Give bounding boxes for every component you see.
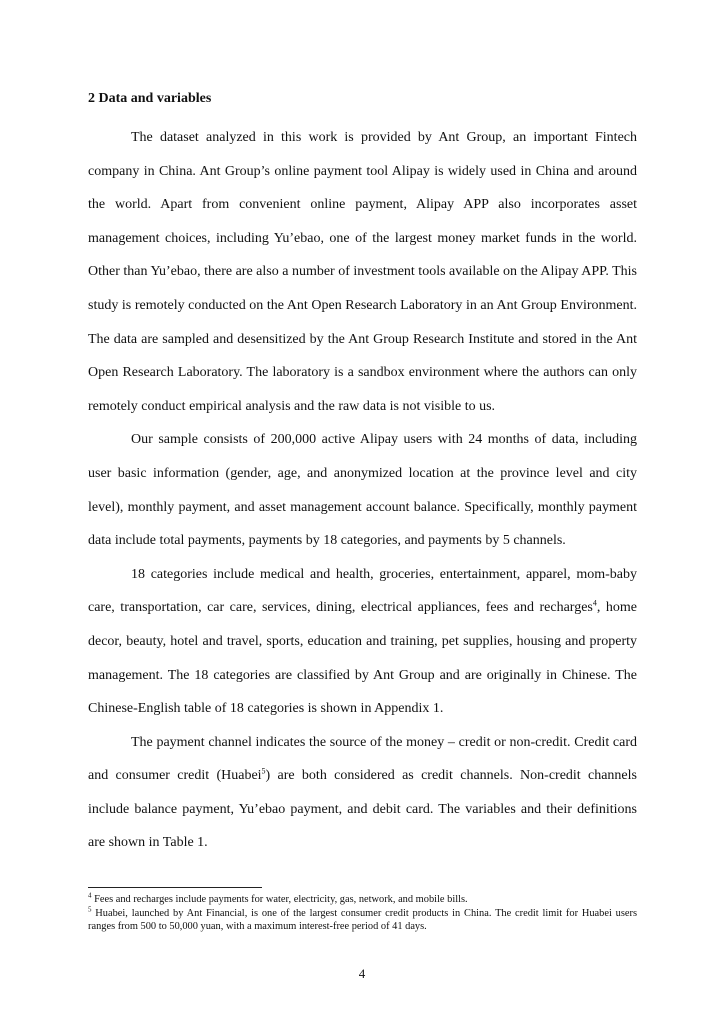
channel-text-end: ) are both considered as credit channels. Non-credit channels include balance payment, Yu’ebao payment, and debit card. The variables and their definitions are shown in Table 1. [88, 768, 637, 851]
page-number: 4 [358, 966, 366, 981]
categories-text-start: 18 categories include medical and health, groceries, entertainment, apparel, mom-baby care, transportation, car care, services, dining, electrical appliances, fees and recharges [88, 566, 637, 616]
paragraph-categories [88, 558, 637, 726]
paper-body [88, 88, 637, 860]
footnote-4 [88, 893, 637, 907]
section-heading: 2 Data and variables [88, 91, 212, 106]
categories-text-end: , home decor, beauty, hotel and travel, sports, education and training, pet supplies, housing and property management. The 18 categories are classified by Ant Group and are originally in Chinese. The Chinese-English table of 18 categories is shown in Appendix 1. [88, 600, 637, 717]
paragraph-payment-channel [88, 726, 637, 860]
footnote-ref-4[interactable]: 4 [592, 598, 597, 608]
paragraph-dataset: The dataset analyzed in this work is provided by Ant Group, an important Fintech company in China. Ant Group’s online payment tool Alipay is widely used in China and around the world. Apart from convenient online payment, Alipay APP also incorporates asset management choices, including Yu’ebao, one of the largest money market funds in the world. Other than Yu’ebao, there are also a number of investment tools available on the Alipay APP. This study is remotely conducted on the Ant Open Research Laboratory in an Ant Group Environment. The data are sampled and desensitized by the Ant Group Research Institute and stored in the Ant Open Research Laboratory. The laboratory is a sandbox environment where the authors can only remotely conduct empirical analysis and the raw data is not visible to us. [88, 130, 637, 414]
footnote-mark: 5 [88, 905, 92, 914]
footnote-divider [88, 887, 262, 888]
footnote-mark: 4 [88, 891, 92, 900]
paragraph-sample: Our sample consists of 200,000 active Alipay users with 24 months of data, including user basic information (gender, age, and anonymized location at the province level and city level), monthly payment, and asset management account balance. Specifically, monthly payment data include total payments, payments by 18 categories, and payments by 5 channels. [88, 432, 637, 549]
footnote-5 [88, 907, 637, 934]
footnote-text: Huabei, launched by Ant Financial, is one of the largest consumer credit products in China. The credit limit for Huabei users ranges from 500 to 50,000 yuan, with a maximum interest-free period of 41 days. [88, 907, 637, 932]
footnote-text: Fees and recharges include payments for water, electricity, gas, network, and mobile bills. [91, 894, 468, 905]
footnote-ref-5[interactable]: 5 [261, 766, 266, 776]
channel-text-start: The payment channel indicates the source of the money – credit or non-credit. Credit card and consumer credit (Huabei [88, 734, 637, 784]
footnotes [88, 893, 637, 934]
